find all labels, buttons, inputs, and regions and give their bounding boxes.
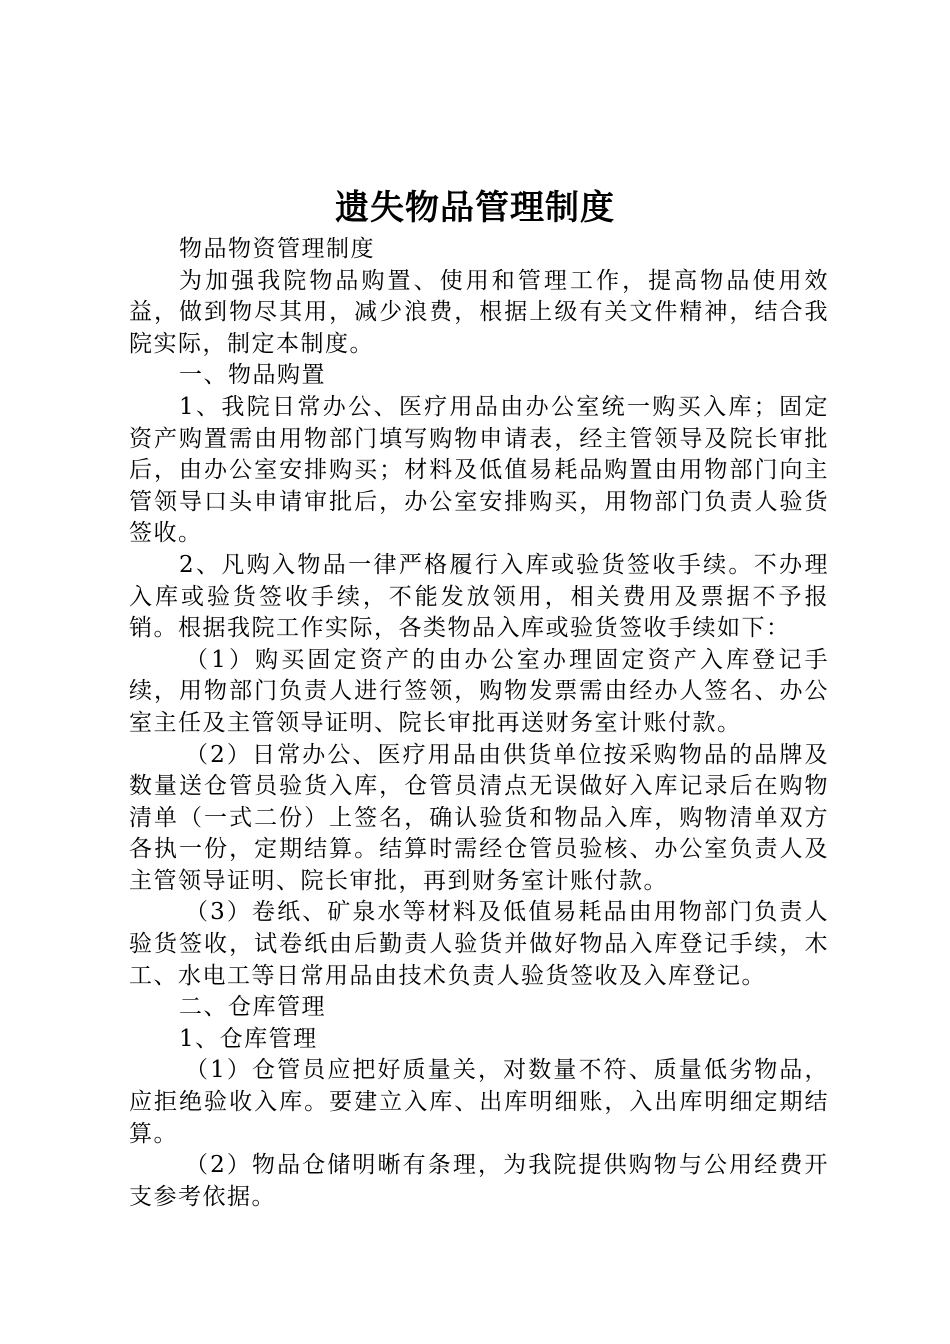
document-body: [129, 234, 829, 1213]
paragraph-purchase-2-item-1: （1）购买固定资产的由办公室办理固定资产入库登记手续，用物部门负责人进行签领，购物发票需由经办人签名、办公室主任及主管领导证明、院长审批再送财务室计账付款。: [129, 646, 829, 736]
document-title: 遗失物品管理制度: [335, 188, 615, 228]
paragraph-intro: 为加强我院物品购置、使用和管理工作，提高物品使用效益，做到物尽其用，减少浪费，根据上级有关文件精神，结合我院实际，制定本制度。: [129, 267, 829, 357]
section-heading-purchase: 一、物品购置: [179, 362, 326, 389]
paragraph-purchase-2-item-3: （3）卷纸、矿泉水等材料及低值易耗品由用物部门负责人验货签收，试卷纸由后勤责人验货并做好物品入库登记手续，木工、水电工等日常用品由技术负责人验货签收及入库登记。: [129, 899, 829, 989]
paragraph-warehouse-item-1: （1）仓管员应把好质量关，对数量不符、质量低劣物品，应拒绝验收入库。要建立入库、出库明细账，入出库明细定期结算。: [129, 1057, 829, 1147]
paragraph-warehouse-item-2: （2）物品仓储明晰有条理，为我院提供购物与公用经费开支参考依据。: [129, 1152, 829, 1210]
subsection-heading-warehouse-1: 1、仓库管理: [179, 1025, 318, 1052]
section-heading-warehouse: 二、仓库管理: [179, 994, 326, 1021]
paragraph-purchase-2: 2、凡购入物品一律严格履行入库或验货签收手续。不办理入库或验货签收手续，不能发放领用，相关费用及票据不予报销。根据我院工作实际，各类物品入库或验货签收手续如下：: [129, 551, 829, 642]
paragraph-subtitle: 物品物资管理制度: [179, 236, 375, 262]
paragraph-purchase-1: 1、我院日常办公、医疗用品由办公室统一购买入库；固定资产购置需由用物部门填写购物申请表，经主管领导及院长审批后，由办公室安排购买；材料及低值易耗品购置由用物部门向主管领导口头申请审批后，办公室安排购买，用物部门负责人验货签收。: [129, 393, 829, 547]
paragraph-purchase-2-item-2: （2）日常办公、医疗用品由供货单位按采购物品的品牌及数量送仓管员验货入库，仓管员清点无误做好入库记录后在购物清单（一式二份）上签名，确认验货和物品入库，购物清单双方各执一份，定期结算。结算时需经仓管员验核、办公室负责人及主管领导证明、院长审批，再到财务室计账付款。: [129, 741, 829, 894]
